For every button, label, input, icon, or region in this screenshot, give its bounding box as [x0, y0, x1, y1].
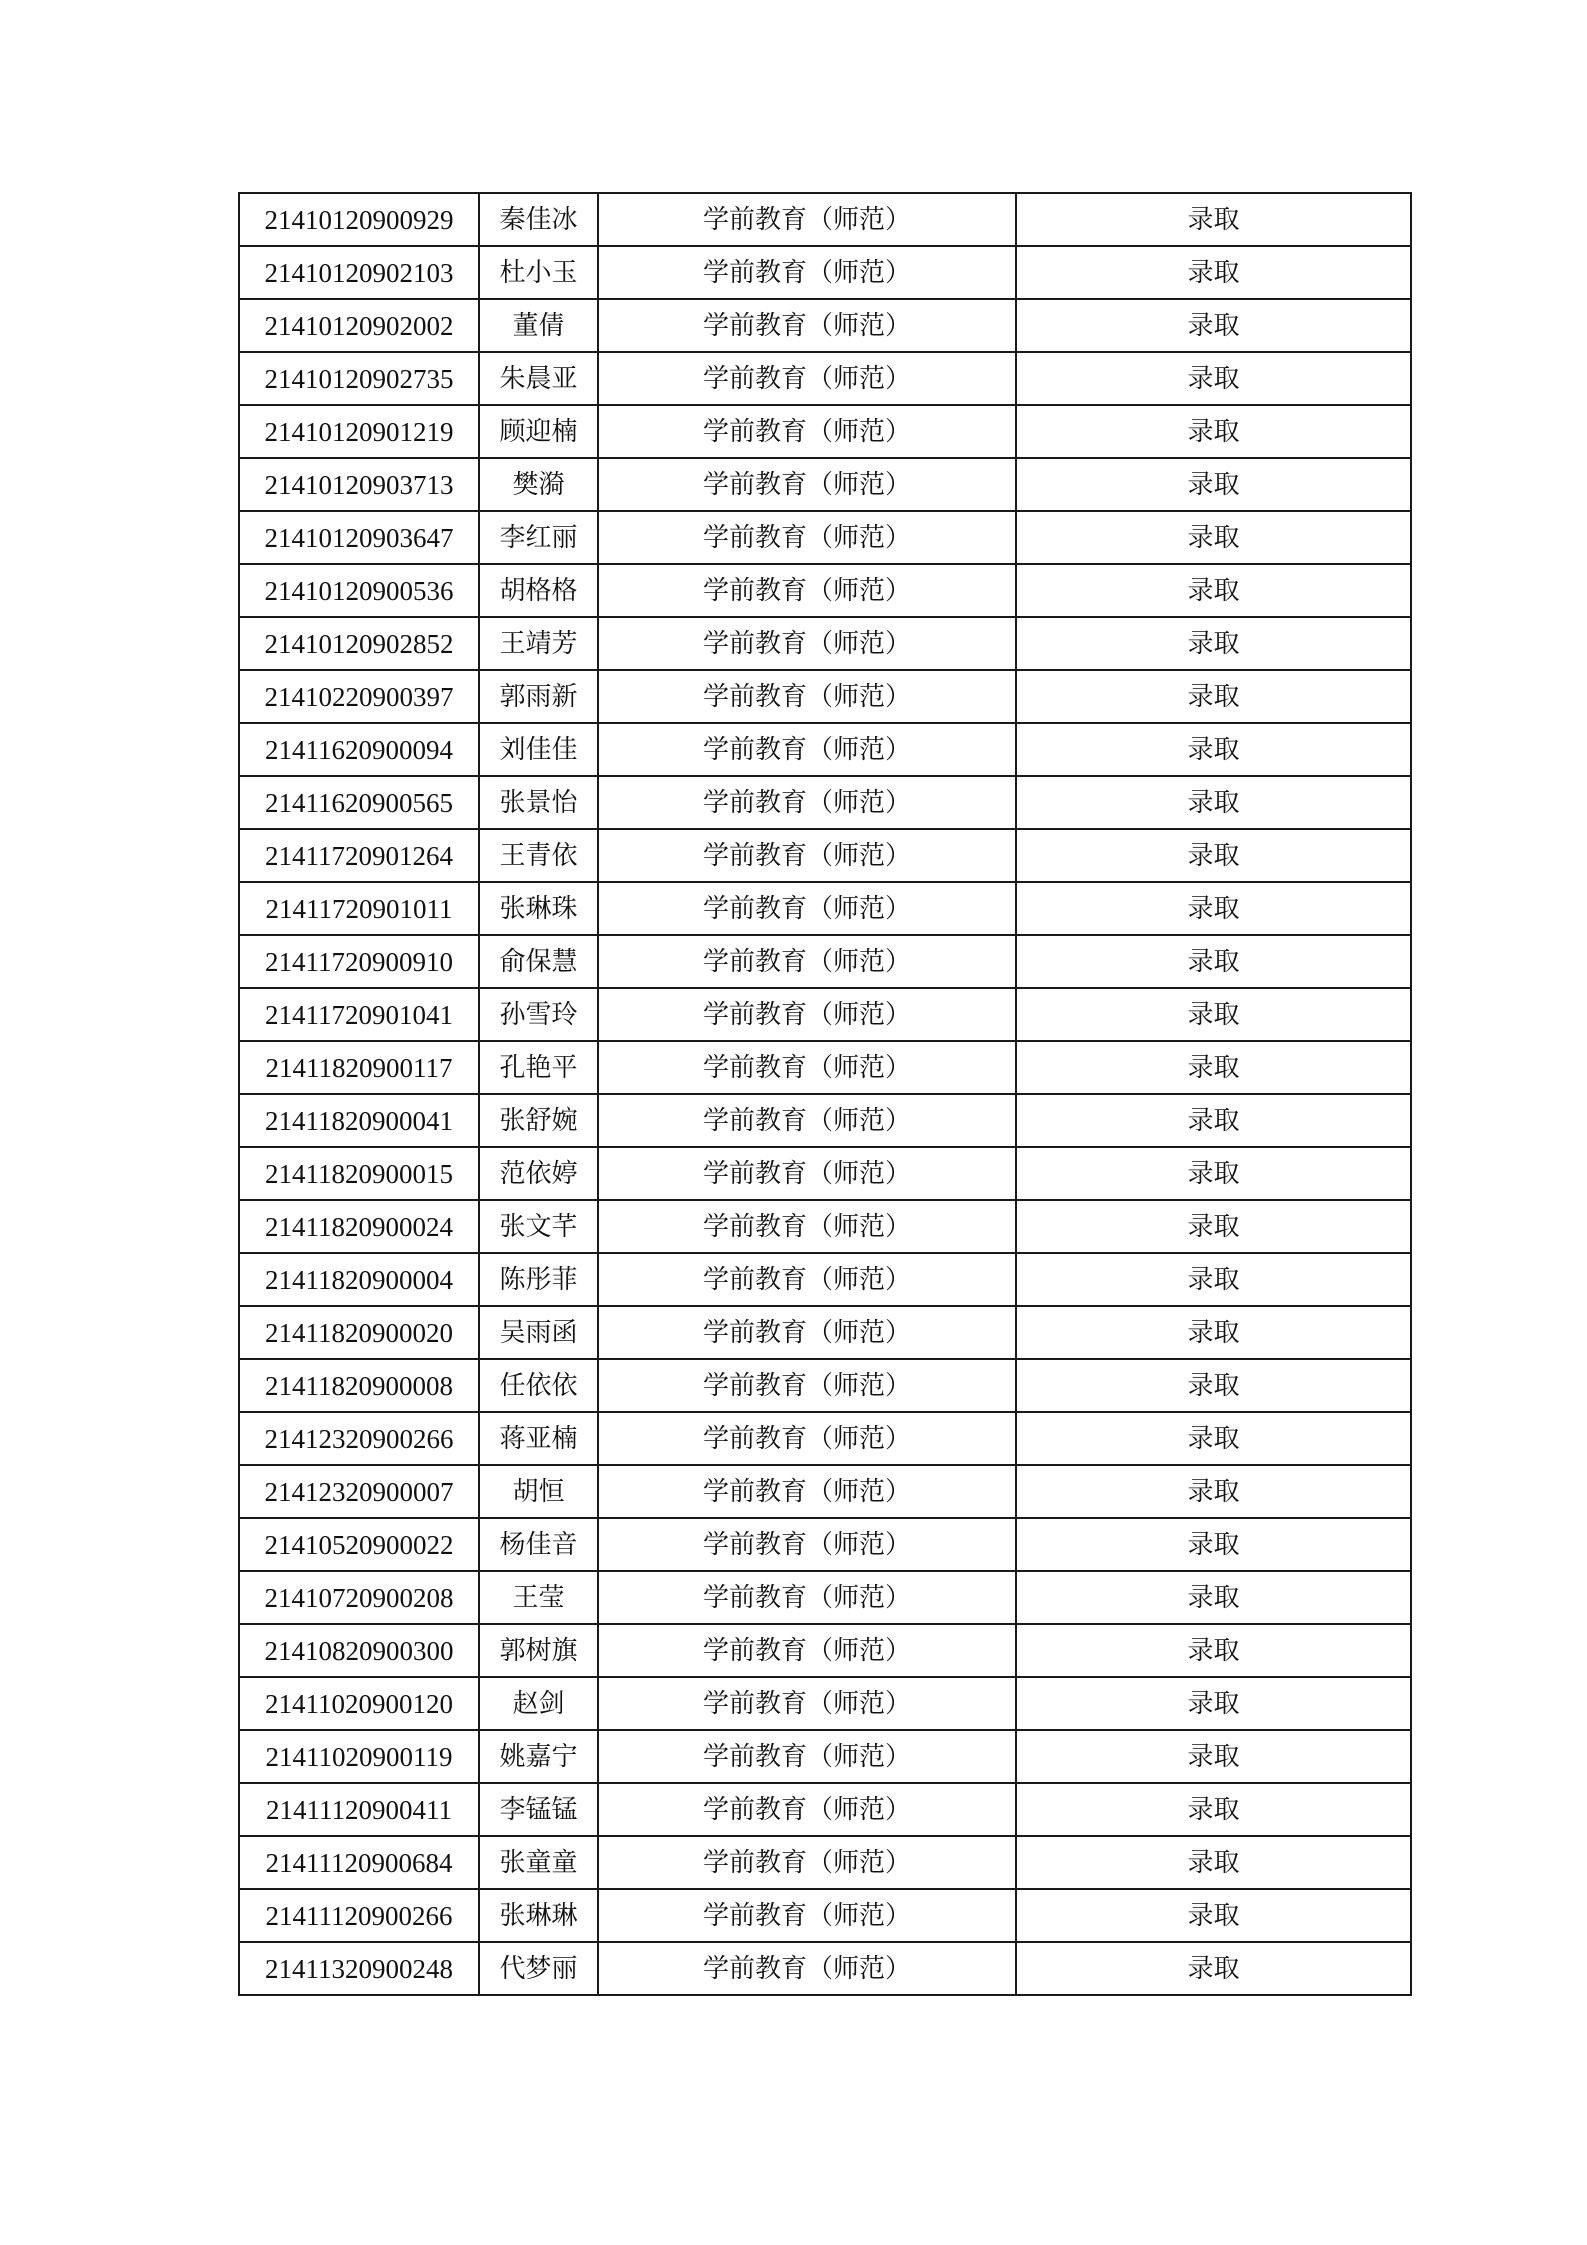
table-row	[239, 1624, 1411, 1677]
table-row	[239, 405, 1411, 458]
admission-result: 录取	[1016, 1730, 1411, 1783]
major: 学前教育（师范）	[598, 1677, 1016, 1730]
table-row	[239, 617, 1411, 670]
admission-result: 录取	[1016, 1677, 1411, 1730]
candidate-name: 郭雨新	[479, 670, 598, 723]
candidate-id: 21411820900015	[239, 1147, 479, 1200]
admission-result: 录取	[1016, 935, 1411, 988]
major: 学前教育（师范）	[598, 1253, 1016, 1306]
candidate-id: 21411820900117	[239, 1041, 479, 1094]
candidate-name: 秦佳冰	[479, 193, 598, 246]
major: 学前教育（师范）	[598, 246, 1016, 299]
major: 学前教育（师范）	[598, 1518, 1016, 1571]
admission-result: 录取	[1016, 988, 1411, 1041]
major: 学前教育（师范）	[598, 564, 1016, 617]
candidate-id: 21411020900120	[239, 1677, 479, 1730]
table-row	[239, 1306, 1411, 1359]
admission-result: 录取	[1016, 882, 1411, 935]
candidate-id: 21410120903647	[239, 511, 479, 564]
candidate-id: 21411820900041	[239, 1094, 479, 1147]
major: 学前教育（师范）	[598, 882, 1016, 935]
table-row	[239, 246, 1411, 299]
candidate-name: 顾迎楠	[479, 405, 598, 458]
admission-result: 录取	[1016, 246, 1411, 299]
major: 学前教育（师范）	[598, 1412, 1016, 1465]
major: 学前教育（师范）	[598, 1624, 1016, 1677]
candidate-name: 朱晨亚	[479, 352, 598, 405]
admission-result: 录取	[1016, 564, 1411, 617]
candidate-id: 21411120900684	[239, 1836, 479, 1889]
candidate-name: 范依婷	[479, 1147, 598, 1200]
table-row	[239, 1147, 1411, 1200]
table-row	[239, 564, 1411, 617]
table-row	[239, 1041, 1411, 1094]
major: 学前教育（师范）	[598, 670, 1016, 723]
candidate-id: 21410120900929	[239, 193, 479, 246]
admission-result: 录取	[1016, 1253, 1411, 1306]
admission-result: 录取	[1016, 352, 1411, 405]
candidate-name: 董倩	[479, 299, 598, 352]
candidate-id: 21411720900910	[239, 935, 479, 988]
major: 学前教育（师范）	[598, 193, 1016, 246]
candidate-id: 21411620900565	[239, 776, 479, 829]
table-row	[239, 1359, 1411, 1412]
table-row	[239, 1412, 1411, 1465]
table-row	[239, 1253, 1411, 1306]
table-row	[239, 352, 1411, 405]
major: 学前教育（师范）	[598, 1147, 1016, 1200]
admission-result: 录取	[1016, 723, 1411, 776]
candidate-name: 代梦丽	[479, 1942, 598, 1995]
candidate-name: 张景怡	[479, 776, 598, 829]
table-row	[239, 829, 1411, 882]
candidate-name: 王青依	[479, 829, 598, 882]
major: 学前教育（师范）	[598, 935, 1016, 988]
candidate-id: 21410120900536	[239, 564, 479, 617]
major: 学前教育（师范）	[598, 1041, 1016, 1094]
major: 学前教育（师范）	[598, 776, 1016, 829]
candidate-name: 张文芊	[479, 1200, 598, 1253]
major: 学前教育（师范）	[598, 988, 1016, 1041]
candidate-name: 李锰锰	[479, 1783, 598, 1836]
candidate-name: 张琳珠	[479, 882, 598, 935]
major: 学前教育（师范）	[598, 1942, 1016, 1995]
candidate-id: 21411820900020	[239, 1306, 479, 1359]
admission-result: 录取	[1016, 405, 1411, 458]
candidate-name: 蒋亚楠	[479, 1412, 598, 1465]
admission-table	[238, 192, 1412, 1996]
major: 学前教育（师范）	[598, 723, 1016, 776]
candidate-name: 杜小玉	[479, 246, 598, 299]
table-row	[239, 1200, 1411, 1253]
admission-result: 录取	[1016, 1147, 1411, 1200]
major: 学前教育（师范）	[598, 617, 1016, 670]
candidate-id: 21410220900397	[239, 670, 479, 723]
table-row	[239, 511, 1411, 564]
candidate-id: 21410120902103	[239, 246, 479, 299]
candidate-name: 樊漪	[479, 458, 598, 511]
candidate-name: 任依依	[479, 1359, 598, 1412]
candidate-id: 21410120902735	[239, 352, 479, 405]
major: 学前教育（师范）	[598, 829, 1016, 882]
table-row	[239, 1094, 1411, 1147]
candidate-name: 张琳琳	[479, 1889, 598, 1942]
major: 学前教育（师范）	[598, 511, 1016, 564]
candidate-id: 21411020900119	[239, 1730, 479, 1783]
admission-result: 录取	[1016, 1200, 1411, 1253]
candidate-id: 21411820900008	[239, 1359, 479, 1412]
major: 学前教育（师范）	[598, 1571, 1016, 1624]
admission-result: 录取	[1016, 1571, 1411, 1624]
candidate-id: 21410720900208	[239, 1571, 479, 1624]
candidate-id: 21410520900022	[239, 1518, 479, 1571]
candidate-id: 21412320900007	[239, 1465, 479, 1518]
major: 学前教育（师范）	[598, 1836, 1016, 1889]
candidate-id: 21411120900411	[239, 1783, 479, 1836]
table-row	[239, 1518, 1411, 1571]
candidate-id: 21411720901041	[239, 988, 479, 1041]
candidate-name: 李红丽	[479, 511, 598, 564]
candidate-name: 郭树旗	[479, 1624, 598, 1677]
admission-result: 录取	[1016, 1359, 1411, 1412]
table-row	[239, 1730, 1411, 1783]
table-row	[239, 1942, 1411, 1995]
admission-result: 录取	[1016, 1518, 1411, 1571]
candidate-name: 孔艳平	[479, 1041, 598, 1094]
major: 学前教育（师范）	[598, 1465, 1016, 1518]
admission-result: 录取	[1016, 1624, 1411, 1677]
major: 学前教育（师范）	[598, 1200, 1016, 1253]
admission-result: 录取	[1016, 1783, 1411, 1836]
candidate-id: 21410120902852	[239, 617, 479, 670]
table-row	[239, 1465, 1411, 1518]
admission-result: 录取	[1016, 458, 1411, 511]
candidate-name: 孙雪玲	[479, 988, 598, 1041]
candidate-name: 俞保慧	[479, 935, 598, 988]
candidate-id: 21411720901264	[239, 829, 479, 882]
candidate-id: 21410120901219	[239, 405, 479, 458]
table-row	[239, 299, 1411, 352]
table-row	[239, 882, 1411, 935]
major: 学前教育（师范）	[598, 1094, 1016, 1147]
admission-result: 录取	[1016, 1094, 1411, 1147]
admission-table-body	[239, 193, 1411, 1995]
candidate-name: 王莹	[479, 1571, 598, 1624]
table-row	[239, 1571, 1411, 1624]
admission-result: 录取	[1016, 299, 1411, 352]
candidate-name: 张童童	[479, 1836, 598, 1889]
admission-result: 录取	[1016, 193, 1411, 246]
candidate-id: 21410120902002	[239, 299, 479, 352]
candidate-name: 赵剑	[479, 1677, 598, 1730]
admission-result: 录取	[1016, 617, 1411, 670]
major: 学前教育（师范）	[598, 1889, 1016, 1942]
table-row	[239, 193, 1411, 246]
candidate-id: 21411820900024	[239, 1200, 479, 1253]
candidate-name: 刘佳佳	[479, 723, 598, 776]
admission-result: 录取	[1016, 1889, 1411, 1942]
major: 学前教育（师范）	[598, 405, 1016, 458]
admission-result: 录取	[1016, 511, 1411, 564]
candidate-id: 21411620900094	[239, 723, 479, 776]
table-row	[239, 670, 1411, 723]
candidate-id: 21410120903713	[239, 458, 479, 511]
major: 学前教育（师范）	[598, 1730, 1016, 1783]
candidate-name: 王靖芳	[479, 617, 598, 670]
table-row	[239, 458, 1411, 511]
major: 学前教育（师范）	[598, 1359, 1016, 1412]
admission-result: 录取	[1016, 829, 1411, 882]
table-row	[239, 1783, 1411, 1836]
table-row	[239, 1836, 1411, 1889]
candidate-id: 21412320900266	[239, 1412, 479, 1465]
major: 学前教育（师范）	[598, 299, 1016, 352]
major: 学前教育（师范）	[598, 458, 1016, 511]
admission-result: 录取	[1016, 1465, 1411, 1518]
table-row	[239, 935, 1411, 988]
admission-result: 录取	[1016, 670, 1411, 723]
admission-result: 录取	[1016, 1041, 1411, 1094]
candidate-id: 21410820900300	[239, 1624, 479, 1677]
table-row	[239, 988, 1411, 1041]
candidate-name: 胡格格	[479, 564, 598, 617]
admission-result: 录取	[1016, 1306, 1411, 1359]
admission-result: 录取	[1016, 1942, 1411, 1995]
table-row	[239, 776, 1411, 829]
admission-result: 录取	[1016, 776, 1411, 829]
major: 学前教育（师范）	[598, 1306, 1016, 1359]
major: 学前教育（师范）	[598, 352, 1016, 405]
candidate-name: 吴雨函	[479, 1306, 598, 1359]
admission-result: 录取	[1016, 1836, 1411, 1889]
table-row	[239, 1889, 1411, 1942]
candidate-name: 陈彤菲	[479, 1253, 598, 1306]
candidate-id: 21411320900248	[239, 1942, 479, 1995]
candidate-id: 21411820900004	[239, 1253, 479, 1306]
candidate-name: 姚嘉宁	[479, 1730, 598, 1783]
table-row	[239, 723, 1411, 776]
admission-result: 录取	[1016, 1412, 1411, 1465]
candidate-id: 21411720901011	[239, 882, 479, 935]
table-row	[239, 1677, 1411, 1730]
candidate-name: 张舒婉	[479, 1094, 598, 1147]
candidate-id: 21411120900266	[239, 1889, 479, 1942]
candidate-name: 杨佳音	[479, 1518, 598, 1571]
candidate-name: 胡恒	[479, 1465, 598, 1518]
major: 学前教育（师范）	[598, 1783, 1016, 1836]
